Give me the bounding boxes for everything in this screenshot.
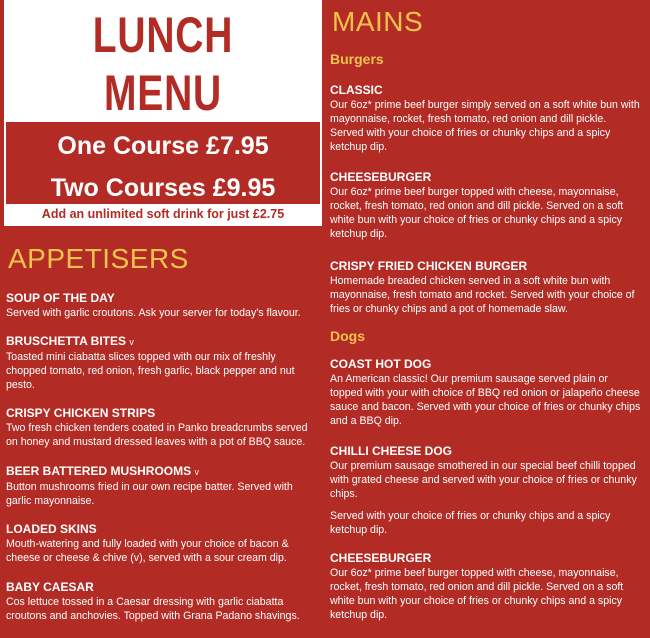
item-description: Our 6oz* prime beef burger topped with cheese, mayonnaise, rocket, fresh tomato, red onion and dill pickle. Served on a soft white bun with your choice of fries or chunky chips and a spicy ketchup dip. [330,186,624,240]
menu-item [6,406,318,449]
item-description: An American classic! Our premium sausage served plain or topped with your with choice of BBQ red onion or jalapeño cheese sauce and bacon. Served with your choice of fries or chunky chips and a BBQ dip. [330,373,641,427]
item-name: CHEESEBURGER [330,170,432,184]
left-column [0,0,323,638]
menu-item [6,580,318,623]
menu-item [330,259,642,316]
burgers-heading: Burgers [330,51,384,67]
two-courses-price: Two Courses £9.95 [50,174,276,202]
item-name: CHEESEBURGER [330,551,432,565]
menu-item [6,522,318,565]
item-description: Toasted mini ciabatta slices topped with our mix of freshly chopped tomato, red onion, fresh garlic, black pepper and nut pesto. [6,351,295,391]
item-description: Our 6oz* prime beef burger simply served on a soft white bun with mayonnaise, rocket, fresh tomato, red onion and dill pickle. Served with your choice of fries or chunky chips and a spicy ketchup dip. [330,99,640,153]
item-description: Our 6oz* prime beef burger topped with cheese, mayonnaise, rocket, fresh tomato, red onion and dill pickle. Served on a soft white bun with your choice of fries or chunky chips and a spicy ketchup dip. [330,567,624,621]
item-description: Cos lettuce tossed in a Caesar dressing with garlic ciabatta croutons and anchovies. Topped with Grana Padano shavings. [6,596,300,622]
item-name: COAST HOT DOG [330,357,432,371]
dogs-heading: Dogs [330,328,365,344]
item-name: LOADED SKINS [6,522,97,536]
item-description: Served with garlic croutons. Ask your server for today's flavour. [6,307,301,319]
menu-title: LUNCH MENU [92,7,234,121]
item-name: BRUSCHETTA BITES [6,334,126,348]
item-name: CRISPY CHICKEN STRIPS [6,406,156,420]
menu-item [6,464,296,508]
item-description-extra: Served with your choice of fries or chunky chips and a spicy ketchup dip. [330,510,611,536]
appetisers-heading: APPETISERS [8,243,189,274]
title-box [4,0,322,120]
vegetarian-mark: v [129,337,134,347]
item-description: Mouth-watering and fully loaded with your choice of bacon & cheese or cheese & chive (v), served with a sour cream dip. [6,538,289,564]
mains-heading: MAINS [332,6,424,37]
item-name: CHILLI CHEESE DOG [330,444,453,458]
menu-item [330,551,642,622]
item-name: BABY CAESAR [6,580,94,594]
item-description: Homemade breaded chicken served in a soft white bun with mayonnaise, fresh tomato and rocket. Served with your choice of fries or chunky chips and a pot of homemade slaw. [330,275,635,315]
item-name: CRISPY FRIED CHICKEN BURGER [330,259,528,273]
menu-item [6,291,318,320]
one-course-price: One Course £7.95 [57,132,269,160]
item-description: Two fresh chicken tenders coated in Panko breadcrumbs served on honey and mustard dressed leaves with a pot of BBQ sauce. [6,422,308,448]
vegetarian-mark: v [194,467,199,477]
menu-item [330,357,642,428]
soft-drink-offer: Add an unlimited soft drink for just £2.75 [4,204,322,224]
menu-item [6,334,306,392]
menu-item [330,170,642,241]
item-name: SOUP OF THE DAY [6,291,115,305]
item-name: BEER BATTERED MUSHROOMS [6,464,192,478]
item-name: CLASSIC [330,83,383,97]
item-description: Our premium sausage smothered in our special beef chilli topped with grated cheese and served with your choice of fries or chunky chips. [330,460,637,500]
menu-item [330,444,642,537]
right-column [324,0,650,638]
item-description: Button mushrooms fried in our own recipe batter. Served with garlic mayonnaise. [6,481,293,507]
menu-item [330,83,642,154]
